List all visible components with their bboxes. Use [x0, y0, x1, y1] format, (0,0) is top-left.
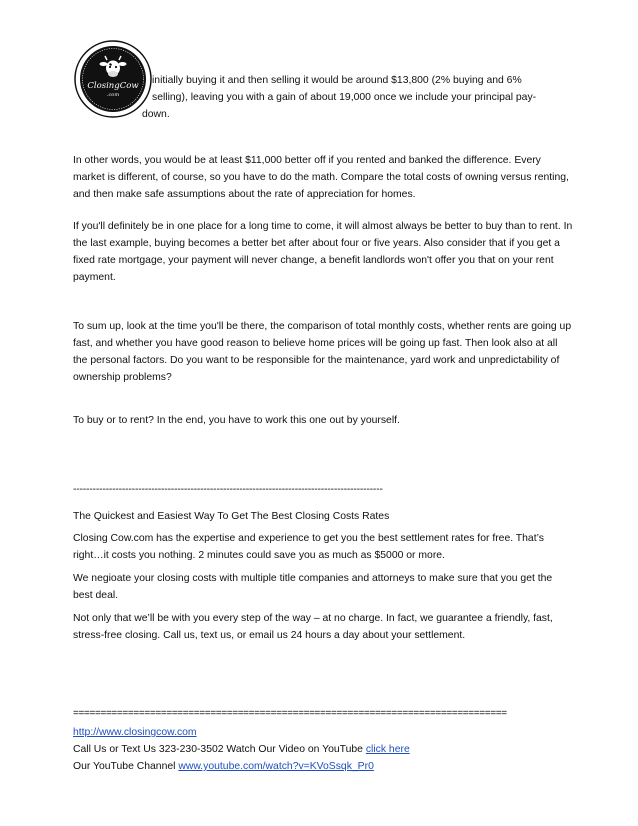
- cow-logo-icon: [74, 40, 152, 118]
- channel-label: Our YouTube Channel: [73, 761, 179, 772]
- intro-continuation: [142, 72, 572, 120]
- call-text: Call Us or Text Us 323-230-3502 Watch Our Video on YouTube: [73, 744, 366, 755]
- paragraph-better-off: In other words, you would be at least $11,000 better off if you rented and banked the difference. Every market is different, of course, so you have to do the math. Compare the total costs of owning versus renting, and then make safe assumptions about the rate of appreciation for homes.: [73, 155, 569, 200]
- youtube-channel-link[interactable]: www.youtube.com/watch?v=KVoSsqk_Pr0: [178, 761, 374, 772]
- intro-line-1: initially buying it and then selling it would be around $13,800 (2% buying and 6%: [152, 75, 522, 86]
- paragraph-long-time: If you'll definitely be in one place for a long time to come, it will almost always be better to buy than to rent. In the last example, buying becomes a better bet after about four or five years. Also consider that if you get a fixed rate mortgage, your payment will never change, a benefit landlords won't offer you that on your rent payment.: [73, 221, 573, 283]
- logo-brand-top: ClosingCow: [87, 81, 139, 91]
- contact-line: [73, 741, 410, 758]
- youtube-channel-line: [73, 758, 374, 775]
- logo-brand-bottom: .com: [106, 92, 120, 98]
- promo-paragraph-2: We negioate your closing costs with multiple title companies and attorneys to make sure that you get the best deal.: [73, 573, 553, 601]
- promo-paragraph-1: Closing Cow.com has the expertise and experience to get you the best settlement rates for free. That’s right…it costs you nothing. 2 minutes could save you as much as $5000 or more.: [73, 533, 544, 561]
- equals-divider: ===============================================================================: [73, 708, 507, 719]
- intro-line-2: selling), leaving you with a gain of about 19,000 once we include your principal pay-: [152, 92, 537, 103]
- promo-heading: The Quickest and Easiest Way To Get The Best Closing Costs Rates: [73, 511, 390, 522]
- click-here-link[interactable]: click here: [365, 744, 410, 755]
- intro-line-3: down.: [142, 109, 170, 120]
- paragraph-buy-or-rent: To buy or to rent? In the end, you have to work this one out by yourself.: [73, 415, 400, 426]
- website-link-line: [73, 724, 197, 741]
- paragraph-sum-up: To sum up, look at the time you'll be there, the comparison of total monthly costs, whether rents are going up fast, and whether you have good reason to believe home prices will be going up fast. Then look also at all the personal factors. Do you want to be responsible for the maintenance, yard work and unpredictability of ownership problems?: [73, 321, 572, 383]
- dash-divider: -----------------------------------------------------------------------------------------------: [73, 484, 383, 495]
- website-link[interactable]: http://www.closingcow.com: [73, 727, 197, 738]
- promo-paragraph-3: Not only that we’ll be with you every step of the way – at no charge. In fact, we guarantee a friendly, fast, stress-free closing. Call us, text us, or email us 24 hours a day about your settlement.: [73, 613, 553, 641]
